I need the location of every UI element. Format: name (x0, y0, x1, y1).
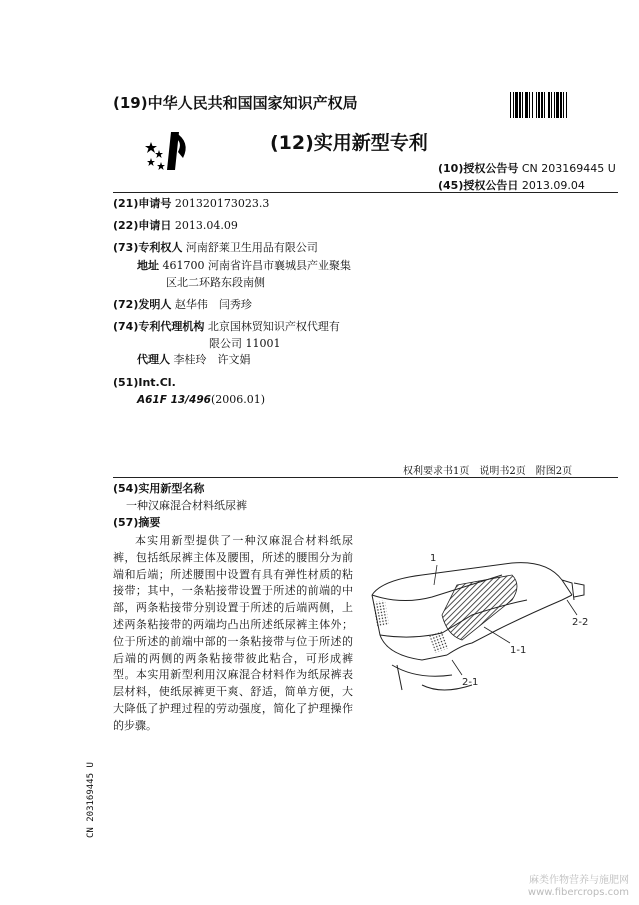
agent-label: 代理人 (137, 353, 170, 366)
publication-number: CN 203169445 U (521, 162, 616, 175)
section-rule (113, 477, 618, 478)
agent-row (137, 353, 251, 367)
watermark (528, 875, 629, 899)
agency-row (113, 320, 340, 334)
address-label: 地址 (137, 259, 159, 272)
patentee-row (113, 241, 318, 255)
label-1: 1 (430, 553, 437, 564)
barcode (510, 92, 616, 118)
label-2-2: 2-2 (572, 617, 589, 628)
office-name: (19)中华人民共和国国家知识产权局 (113, 94, 358, 112)
application-date: 2013.04.09 (174, 219, 238, 232)
abstract-paragraph: 本实用新型提供了一种汉麻混合材料纸尿裤，包括纸尿裤主体及腰围，所述的腰围分为前端和后端；所述腰围中设置有具有弹性材质的粘接带；其中，一条粘接带设置于所述的前端的中部，两条粘接带分别设置于所述的后端两侧，上述两条粘接带的两端均凸出所述纸尿裤主体外；位于所述的前端中部的一条粘接带与位于所述的后端的两侧的两条粘接带彼此粘合，可形成裤型。本实用新型利用汉麻混合材料作为纸尿裤表层材料，使纸尿裤更干爽、舒适，简单方便，大大降低了护理过程的劳动强度，简化了护理操作的步骤。 (113, 534, 353, 732)
agent: 李桂玲 许文娟 (173, 353, 251, 366)
patentee: 河南舒莱卫生用品有限公司 (185, 241, 318, 254)
label-1-1: 1-1 (510, 645, 527, 656)
inventor-row (113, 298, 252, 312)
publication-date: 2013.09.04 (521, 179, 585, 192)
int-cl-code: A61F 13/496 (137, 394, 211, 406)
address-row (137, 259, 351, 273)
application-number-label: (21)申请号 (113, 197, 172, 210)
application-date-label: (22)申请日 (113, 219, 172, 232)
inventor-label: (72)发明人 (113, 298, 172, 311)
utility-model-title: 一种汉麻混合材料纸尿裤 (126, 499, 247, 512)
agency: 北京国林贸知识产权代理有 (207, 320, 340, 333)
application-number: 201320173023.3 (174, 197, 270, 210)
address-line2: 区北二环路东段南侧 (166, 276, 265, 289)
inventor: 赵华伟 闫秀珍 (174, 298, 252, 311)
publication-number-label: (10)授权公告号 (438, 162, 519, 175)
patentee-label: (73)专利权人 (113, 241, 183, 254)
label-2-1: 2-1 (462, 677, 479, 688)
document-type: (12)实用新型专利 (270, 132, 428, 154)
watermark-line2: www.fibercrops.com (527, 887, 629, 898)
watermark-line1: 麻类作物营养与施肥网 (529, 875, 629, 886)
abstract-label: (57)摘要 (113, 516, 161, 529)
header-rule (113, 192, 618, 193)
pages-note: 权利要求书1页 说明书2页 附图2页 (403, 466, 573, 477)
diaper-figure (362, 545, 612, 705)
int-cl-label: (51)Int.Cl. (113, 376, 176, 389)
publication-date-label: (45)授权公告日 (438, 179, 519, 192)
application-date-row (113, 219, 238, 233)
publication-number-row (438, 160, 616, 176)
agency-line2: 限公司 11001 (209, 337, 281, 350)
sipo-logo-icon (145, 128, 193, 173)
side-publication-code: CN 203169445 U (86, 762, 96, 838)
abstract-text (113, 533, 353, 735)
title-label: (54)实用新型名称 (113, 482, 205, 495)
publication-date-row (438, 177, 585, 193)
address-line1: 461700 河南省许昌市襄城县产业聚集 (162, 259, 351, 272)
application-number-row (113, 197, 269, 211)
int-cl-version: (2006.01) (210, 393, 266, 406)
int-cl-row (137, 393, 265, 407)
agency-label: (74)专利代理机构 (113, 320, 205, 333)
